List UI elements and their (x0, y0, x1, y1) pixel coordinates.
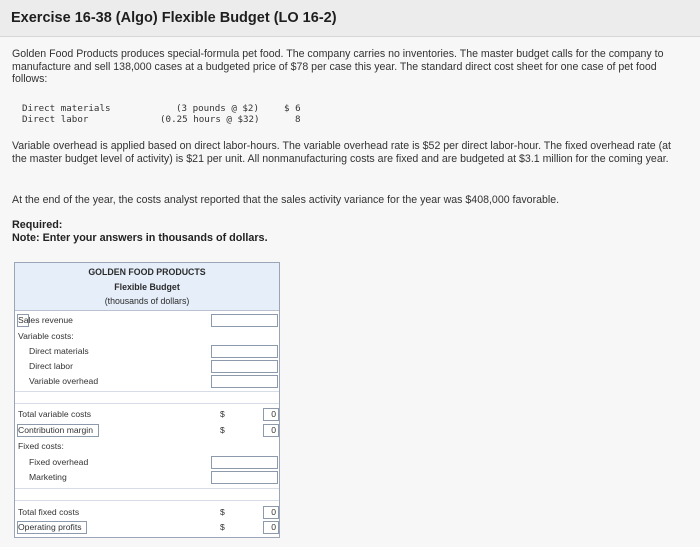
table-row (15, 520, 279, 535)
cost-labor-label: Direct labor (22, 114, 89, 125)
table-row (15, 407, 279, 422)
dollar-sign: $ (220, 409, 225, 419)
total-variable-costs-value: 0 (263, 408, 279, 421)
table-row (15, 439, 279, 454)
cost-labor-amount: 8 (295, 114, 301, 125)
total-variable-costs-label: Total variable costs (18, 409, 92, 419)
total-fixed-costs-label: Total fixed costs (18, 507, 80, 517)
marketing-input[interactable] (211, 471, 278, 484)
sales-revenue-label: Sales revenue (18, 315, 73, 325)
table-row (15, 455, 279, 470)
total-fixed-costs-value: 0 (263, 506, 279, 519)
fixed-overhead-label: Fixed overhead (29, 457, 89, 467)
fixed-costs-label: Fixed costs: (18, 441, 64, 451)
dollar-sign: $ (220, 522, 225, 532)
sales-revenue-input[interactable] (211, 314, 278, 327)
table-subtitle: Flexible Budget (114, 282, 180, 292)
title-bar (0, 0, 700, 37)
direct-materials-input[interactable] (211, 345, 278, 358)
marketing-label: Marketing (29, 472, 67, 482)
table-row (15, 359, 279, 374)
cost-materials-detail: (3 pounds @ $2) (176, 103, 259, 114)
operating-profits-value: 0 (263, 521, 279, 534)
cost-labor-detail: (0.25 hours @ $32) (160, 114, 260, 125)
contribution-margin-value: 0 (263, 424, 279, 437)
table-row (15, 344, 279, 359)
variance-paragraph: At the end of the year, the costs analyst reported that the sales activity variance for the year was $408,000 favorable. (12, 194, 560, 206)
fixed-overhead-input[interactable] (211, 456, 278, 469)
operating-profits-label: Operating profits (18, 522, 82, 532)
overhead-paragraph: Variable overhead is applied based on direct labor-hours. The variable overhead rate is $52 per direct labor-hour. The fixed overhead rate (at the master budget level of activity) is $21 per unit. All nonmanufacturing costs are fixed and are budgeted at $3.1 million for the coming year. (12, 140, 671, 165)
company-name: GOLDEN FOOD PRODUCTS (88, 267, 206, 277)
flexible-budget-table (14, 262, 280, 538)
table-row (15, 313, 279, 328)
required-label: Required: (12, 219, 63, 231)
direct-labor-label: Direct labor (29, 361, 73, 371)
cost-materials-amount: $ 6 (284, 103, 301, 114)
cost-materials-label: Direct materials (22, 103, 111, 114)
table-row (15, 374, 279, 389)
table-row (15, 423, 279, 438)
direct-labor-input[interactable] (211, 360, 278, 373)
note-label: Note: Enter your answers in thousands of dollars. (12, 232, 268, 244)
variable-overhead-input[interactable] (211, 375, 278, 388)
table-units: (thousands of dollars) (104, 296, 190, 306)
direct-materials-label: Direct materials (29, 346, 89, 356)
page-title: Exercise 16-38 (Algo) Flexible Budget (LO 16-2) (11, 10, 337, 26)
table-header (15, 263, 279, 310)
table-row (15, 505, 279, 520)
table-row (15, 329, 279, 344)
table-row (15, 470, 279, 485)
intro-paragraph: Golden Food Products produces special-formula pet food. The company carries no inventories. The master budget calls for the company to manufacture and sell 138,000 cases at a budgeted price of $78 per case this year. The standard direct cost sheet for one case of pet food follows: (12, 48, 664, 86)
variable-overhead-label: Variable overhead (29, 376, 99, 386)
dollar-sign: $ (220, 425, 225, 435)
dollar-sign: $ (220, 507, 225, 517)
variable-costs-label: Variable costs: (18, 331, 74, 341)
contribution-margin-label: Contribution margin (18, 425, 93, 435)
